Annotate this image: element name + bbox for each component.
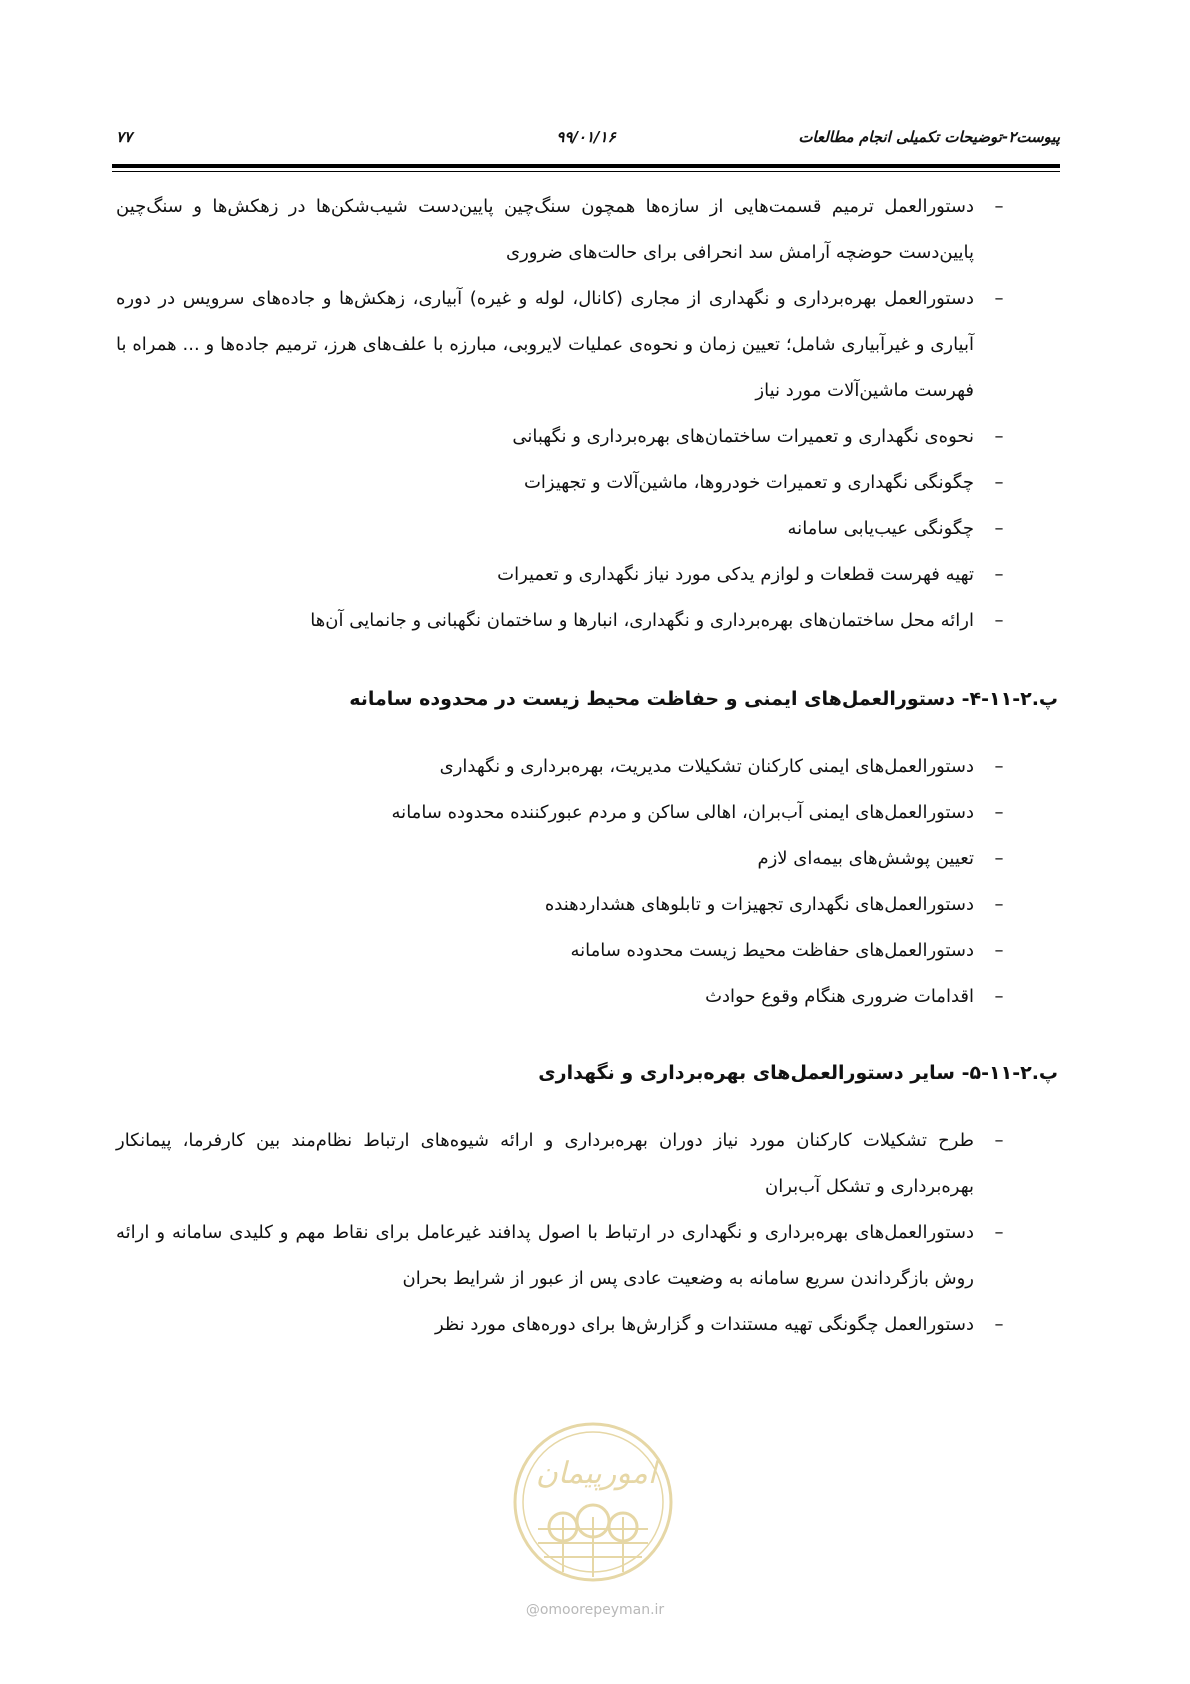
dash-bullet: – (994, 564, 1004, 585)
dash-bullet: – (994, 1314, 1004, 1335)
list-item (116, 882, 1060, 928)
seal-calligraphy: امورپیمان (535, 1456, 657, 1491)
list-item-text: چگونگی نگهداری و تعمیرات خودروها، ماشین‌آلات و تجهیزات (523, 472, 974, 493)
dash-bullet: – (994, 1130, 1004, 1151)
list-item-text: دستورالعمل‌های ایمنی آب‌بران، اهالی ساکن و مردم عبورکننده محدوده سامانه (391, 802, 974, 823)
bullet-list-3 (116, 1118, 1060, 1348)
list-item (116, 1210, 1060, 1302)
list-item-text: دستورالعمل‌های ایمنی کارکنان تشکیلات مدیریت، بهره‌برداری و نگهداری (439, 756, 974, 777)
list-item (116, 506, 1060, 552)
dash-bullet: – (994, 196, 1004, 217)
list-item (116, 598, 1060, 644)
list-item (116, 744, 1060, 790)
header-title: پیوست۲-توضیحات تکمیلی انجام مطالعات (798, 128, 1060, 146)
list-item (116, 184, 1060, 276)
list-item (116, 790, 1060, 836)
header-rule-thick (112, 164, 1060, 168)
list-item-text: تعیین پوشش‌های بیمه‌ای لازم (757, 848, 974, 869)
dash-bullet: – (994, 848, 1004, 869)
list-item-text: طرح تشکیلات کارکنان مورد نیاز دوران بهره‌برداری و ارائه شیوه‌های ارتباط نظام‌مند بین کارفرما، پیمانکار بهره‌برداری و تشکل آب‌بران (116, 1130, 974, 1197)
list-item-text: دستورالعمل‌های حفاظت محیط زیست محدوده سامانه (570, 940, 974, 961)
list-item-text: اقدامات ضروری هنگام وقوع حوادث (705, 986, 974, 1007)
dash-bullet: – (994, 802, 1004, 823)
page-header (112, 128, 1060, 158)
list-item (116, 1118, 1060, 1210)
list-item (116, 974, 1060, 1020)
section-heading-other: پ.۲-۱۱-۵- سایر دستورالعمل‌های بهره‌برداری و نگهداری (538, 1062, 1058, 1084)
list-item-text: ارائه محل ساختمان‌های بهره‌برداری و نگهداری، انبارها و ساختمان نگهبانی و جانمایی آن‌ها (310, 610, 974, 631)
bullet-list-1 (116, 184, 1060, 644)
list-item (116, 836, 1060, 882)
page-number: ۷۷ (116, 128, 133, 146)
dash-bullet: – (994, 940, 1004, 961)
dash-bullet: – (994, 1222, 1004, 1243)
watermark-seal (508, 1417, 678, 1587)
document-body (116, 184, 1060, 1348)
list-item-text: تهیه فهرست قطعات و لوازم یدکی مورد نیاز نگهداری و تعمیرات (497, 564, 974, 585)
dash-bullet: – (994, 472, 1004, 493)
dash-bullet: – (994, 610, 1004, 631)
section-heading-safety: پ.۲-۱۱-۴- دستورالعمل‌های ایمنی و حفاظت محیط زیست در محدوده سامانه (349, 688, 1058, 710)
list-item-text: دستورالعمل ترمیم قسمت‌هایی از سازه‌ها همچون سنگ‌چین پایین‌دست شیب‌شکن‌ها در زهکش‌ها و سنگ‌چین پایین‌دست حوضچه آرامش سد انحرافی برای حالت‌های ضروری (116, 196, 974, 263)
header-date: ۹۹/۰۱/۱۶ (556, 128, 616, 146)
list-item (116, 460, 1060, 506)
list-item-text: دستورالعمل چگونگی تهیه مستندات و گزارش‌ها برای دوره‌های مورد نظر (434, 1314, 974, 1335)
list-item-text: دستورالعمل بهره‌برداری و نگهداری از مجاری (کانال، لوله و غیره) آبیاری، زهکش‌ها و جاده‌های سرویس در دوره آبیاری و غیرآبیاری شامل؛ تعیین زمان و نحوه‌ی عملیات لایروبی، مبارزه با علف‌های هرز، ترمیم جاده‌ها و ... همراه با فهرست ماشین‌آلات مورد نیاز (116, 288, 974, 401)
list-item (116, 276, 1060, 414)
list-item (116, 928, 1060, 974)
dash-bullet: – (994, 288, 1004, 309)
dash-bullet: – (994, 986, 1004, 1007)
list-item (116, 414, 1060, 460)
dash-bullet: – (994, 894, 1004, 915)
seal-logo-icon (508, 1417, 678, 1587)
list-item-text: چگونگی عیب‌یابی سامانه (787, 518, 974, 539)
list-item-text: نحوه‌ی نگهداری و تعمیرات ساختمان‌های بهره‌برداری و نگهبانی (512, 426, 974, 447)
watermark-url: @omoorepeyman.ir (525, 1602, 665, 1618)
list-item (116, 552, 1060, 598)
dash-bullet: – (994, 426, 1004, 447)
list-item-text: دستورالعمل‌های بهره‌برداری و نگهداری در ارتباط با اصول پدافند غیرعامل برای نقاط مهم و کلیدی سامانه و ارائه روش بازگرداندن سریع سامانه به وضعیت عادی پس از عبور از شرایط بحران (116, 1222, 974, 1289)
list-item-text: دستورالعمل‌های نگهداری تجهیزات و تابلوهای هشداردهنده (544, 894, 974, 915)
bullet-list-2 (116, 744, 1060, 1020)
list-item (116, 1302, 1060, 1348)
dash-bullet: – (994, 756, 1004, 777)
dash-bullet: – (994, 518, 1004, 539)
header-rule-thin (112, 171, 1060, 172)
